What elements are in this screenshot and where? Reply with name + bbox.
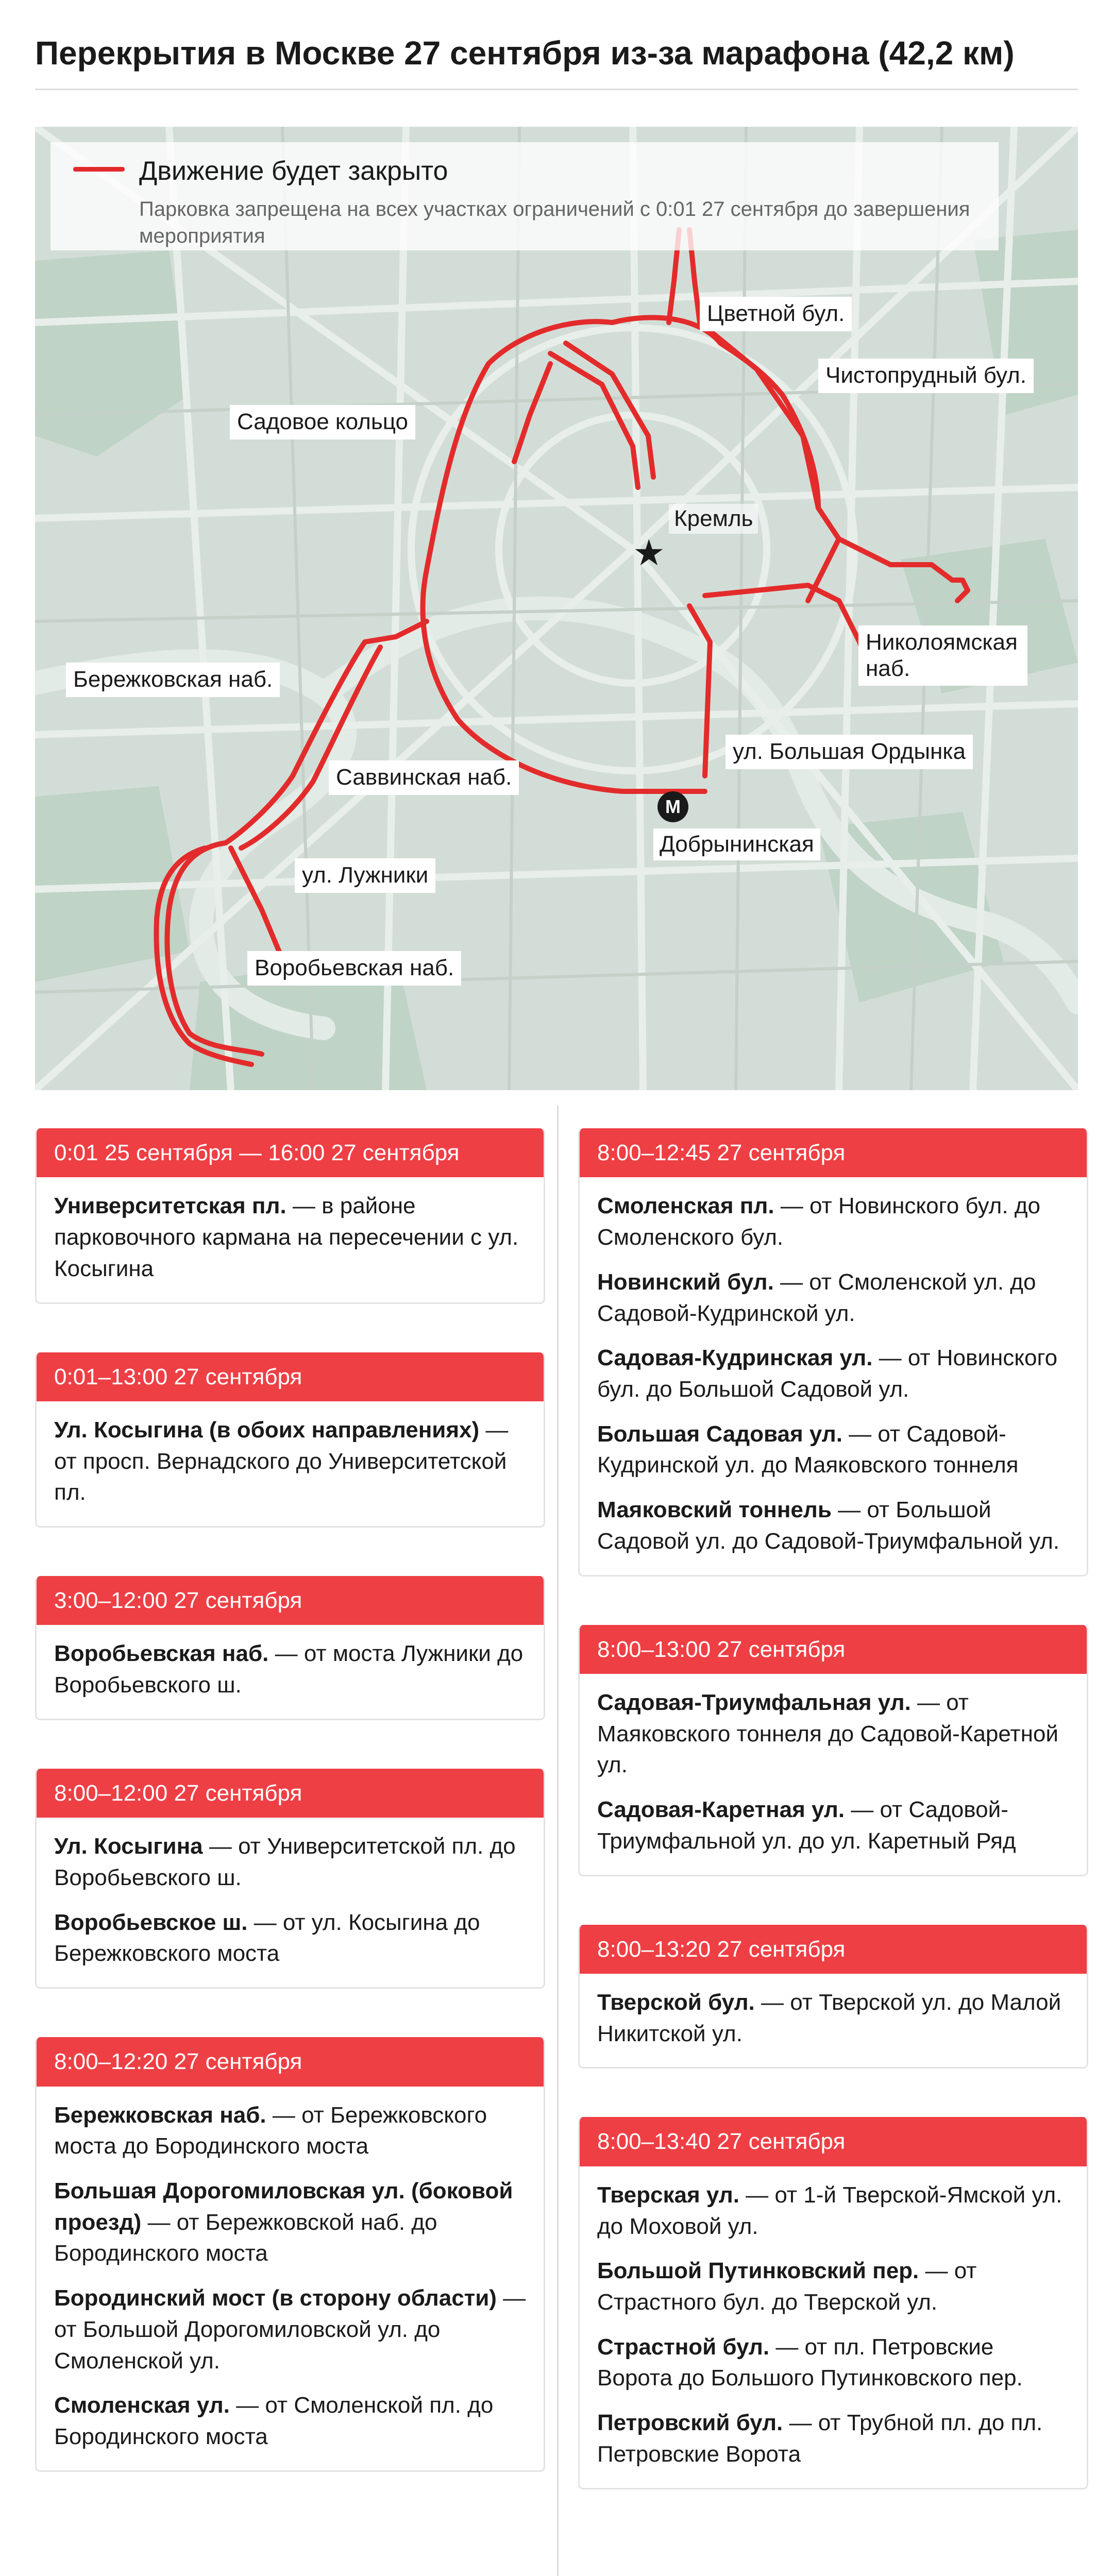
closure-detail: — от Смоленской пл. до Бородинского моста [54, 2393, 494, 2450]
schedule-card [578, 1128, 1088, 1577]
label-ordynka: ул. Большая Ордынка [726, 735, 973, 769]
schedule-card-body [37, 1625, 544, 1718]
street-name: Петровский бул. [597, 2410, 783, 2436]
closure-detail: — от Новинского бул. до Большой Садовой ул. [597, 1345, 1058, 1402]
closure-detail: — от Большой Садовой ул. до Садовой-Триумфальной ул. [597, 1497, 1060, 1554]
schedule-time-header: 8:00–12:00 27 сентября [37, 1769, 544, 1818]
schedule-card [35, 1128, 545, 1304]
closure-entry [54, 1907, 526, 1970]
schedule-card [578, 1625, 1088, 1876]
schedule-card-body [37, 1177, 544, 1302]
closure-entry [54, 2390, 526, 2452]
label-savvinskaya: Саввинская наб. [329, 760, 519, 795]
label-luzhniki: ул. Лужники [295, 858, 435, 893]
metro-icon: М [657, 791, 688, 822]
schedule-card [578, 2117, 1088, 2489]
schedule-time-header: 0:01–13:00 27 сентября [37, 1352, 544, 1401]
street-name: Ул. Косыгина [54, 1834, 203, 1859]
closure-detail: — от Бережковской наб. до Бородинского моста [54, 2209, 437, 2266]
schedule-card [35, 1576, 545, 1720]
street-name: Садовая-Каретная ул. [597, 1797, 845, 1823]
closure-detail: — от ул. Косыгина до Бережковского моста [54, 1909, 480, 1967]
schedule-card-body [580, 1674, 1087, 1875]
closure-entry [597, 2408, 1069, 2470]
closure-detail: — от Университетской пл. до Воробьевского ш. [54, 1834, 516, 1891]
closure-detail: — от Новинского бул. до Смоленского бул. [597, 1193, 1040, 1250]
schedule-time-header: 8:00–12:20 27 сентября [37, 2037, 544, 2086]
street-name: Университетская пл. [54, 1193, 286, 1219]
closure-detail: — от моста Лужники до Воробьевского ш. [54, 1641, 524, 1698]
closure-detail: — от Бережковского моста до Бородинского моста [54, 2102, 487, 2159]
schedule-card-body [37, 1401, 544, 1526]
closure-detail: — от Маяковского тоннеля до Садовой-Каретной ул. [597, 1689, 1058, 1778]
closure-entry [54, 1191, 526, 1284]
schedule-card-body [580, 2166, 1087, 2488]
closure-entry [597, 1687, 1069, 1781]
closure-detail: — в районе парковочного кармана на пересечении с ул. Косыгина [54, 1193, 519, 1281]
closure-entry [54, 1415, 526, 1509]
schedule-card-body [37, 1818, 544, 1987]
street-name: Бережковская наб. [54, 2102, 266, 2128]
closure-detail: — от Смоленской ул. до Садовой-Кудринской ул. [597, 1269, 1036, 1326]
schedule-card-body [580, 1177, 1087, 1574]
label-chistoprudny: Чистопрудный бул. [818, 359, 1034, 393]
kremlin-star-icon: ★ [633, 533, 665, 573]
schedule-time-header: 3:00–12:00 27 сентября [37, 1576, 544, 1625]
schedule-card [35, 1352, 545, 1528]
closure-entry [54, 1638, 526, 1701]
schedule-time-header: 0:01 25 сентября — 16:00 27 сентября [37, 1128, 544, 1177]
schedule-time-header: 8:00–12:45 27 сентября [580, 1128, 1087, 1177]
label-nikoloyamskaya: Николоямская наб. [858, 625, 1027, 686]
closure-entry [54, 2283, 526, 2377]
label-kremlin: Кремль [669, 504, 758, 534]
schedule-card-body [37, 2087, 544, 2470]
right-schedule-column [578, 1128, 1088, 2489]
schedule-card [35, 2037, 545, 2472]
street-name: Смоленская ул. [54, 2393, 230, 2418]
street-name: Тверская ул. [597, 2182, 739, 2208]
closure-entry [597, 1191, 1069, 1253]
closure-entry [597, 1343, 1069, 1405]
street-name: Маяковский тоннель [597, 1497, 832, 1523]
street-name: Ул. Косыгина (в обоих направлениях) [54, 1417, 480, 1443]
page-title: Перекрытия в Москве 27 сентября из-за марафона (42,2 км) [35, 35, 1015, 72]
closure-detail: — от Садовой-Триумфальной ул. до ул. Каретный Ряд [597, 1797, 1016, 1854]
street-name: Воробьевская наб. [54, 1641, 269, 1667]
street-name: Тверской бул. [597, 1989, 755, 2015]
closure-entry [597, 1495, 1069, 1557]
street-name: Смоленская пл. [597, 1193, 774, 1219]
schedule-card [35, 1769, 545, 1989]
column-divider [557, 1106, 559, 2576]
street-name: Новинский бул. [597, 1269, 774, 1295]
closure-detail: — от Страстного бул. до Тверской ул. [597, 2258, 977, 2315]
closure-entry [597, 1794, 1069, 1857]
closure-entry [597, 2256, 1069, 2318]
closure-detail: — от Садовой-Кудринской ул. до Маяковского тоннеля [597, 1421, 1019, 1478]
closure-entry [597, 1419, 1069, 1481]
closure-entry [597, 2180, 1069, 2242]
map [35, 127, 1078, 1090]
label-sadovoe: Садовое кольцо [230, 405, 415, 439]
street-name: Большой Путинковский пер. [597, 2258, 919, 2284]
closure-entry [54, 1831, 526, 1893]
closure-entry [54, 2176, 526, 2269]
legend-title: Движение будет закрыто [139, 156, 448, 186]
schedule-time-header: 8:00–13:20 27 сентября [580, 1925, 1087, 1974]
map-legend [50, 142, 999, 250]
closure-detail: — от 1-й Тверской-Ямской ул. до Моховой ул. [597, 2182, 1063, 2239]
street-name: Страстной бул. [597, 2334, 770, 2360]
schedule-time-header: 8:00–13:40 27 сентября [580, 2117, 1087, 2166]
closure-entry [597, 2332, 1069, 2394]
closure-detail: — от Большой Дорогомиловской ул. до Смоленской ул. [54, 2285, 526, 2374]
closure-detail: — от Тверской ул. до Малой Никитской ул. [597, 1989, 1061, 2046]
street-name: Большая Дорогомиловская ул. (боковой проезд) [54, 2178, 513, 2235]
street-name: Садовая-Кудринская ул. [597, 1345, 873, 1371]
schedule-card [578, 1925, 1088, 2069]
street-name: Бородинский мост (в сторону области) [54, 2285, 497, 2311]
map-canvas [35, 127, 1078, 1090]
closure-entry [597, 1267, 1069, 1329]
street-name: Большая Садовая ул. [597, 1421, 842, 1447]
label-vorobyovskaya: Воробьевская наб. [247, 951, 461, 986]
label-berezhkovskaya: Бережковская наб. [66, 663, 280, 697]
closure-entry [597, 1987, 1069, 2049]
label-dobryninskaya: Добрынинская [653, 828, 820, 860]
label-tsvetnoy: Цветной бул. [700, 297, 852, 331]
left-schedule-column [35, 1128, 545, 2472]
schedule-time-header: 8:00–13:00 27 сентября [580, 1625, 1087, 1674]
closure-detail: — от пл. Петровские Ворота до Большого Путинковского пер. [597, 2334, 1023, 2391]
closure-entry [54, 2100, 526, 2162]
title-divider [35, 89, 1078, 90]
closure-detail: — от Трубной пл. до пл. Петровские Ворота [597, 2410, 1043, 2467]
legend-note: Парковка запрещена на всех участках ограничений с 0:01 27 сентября до завершения мероприятия [139, 198, 970, 247]
street-name: Садовая-Триумфальная ул. [597, 1689, 911, 1715]
legend-line-swatch [73, 167, 125, 172]
street-name: Воробьевское ш. [54, 1909, 248, 1935]
closure-detail: — от просп. Вернадского до Университетской пл. [54, 1417, 509, 1505]
schedule-card-body [580, 1974, 1087, 2067]
